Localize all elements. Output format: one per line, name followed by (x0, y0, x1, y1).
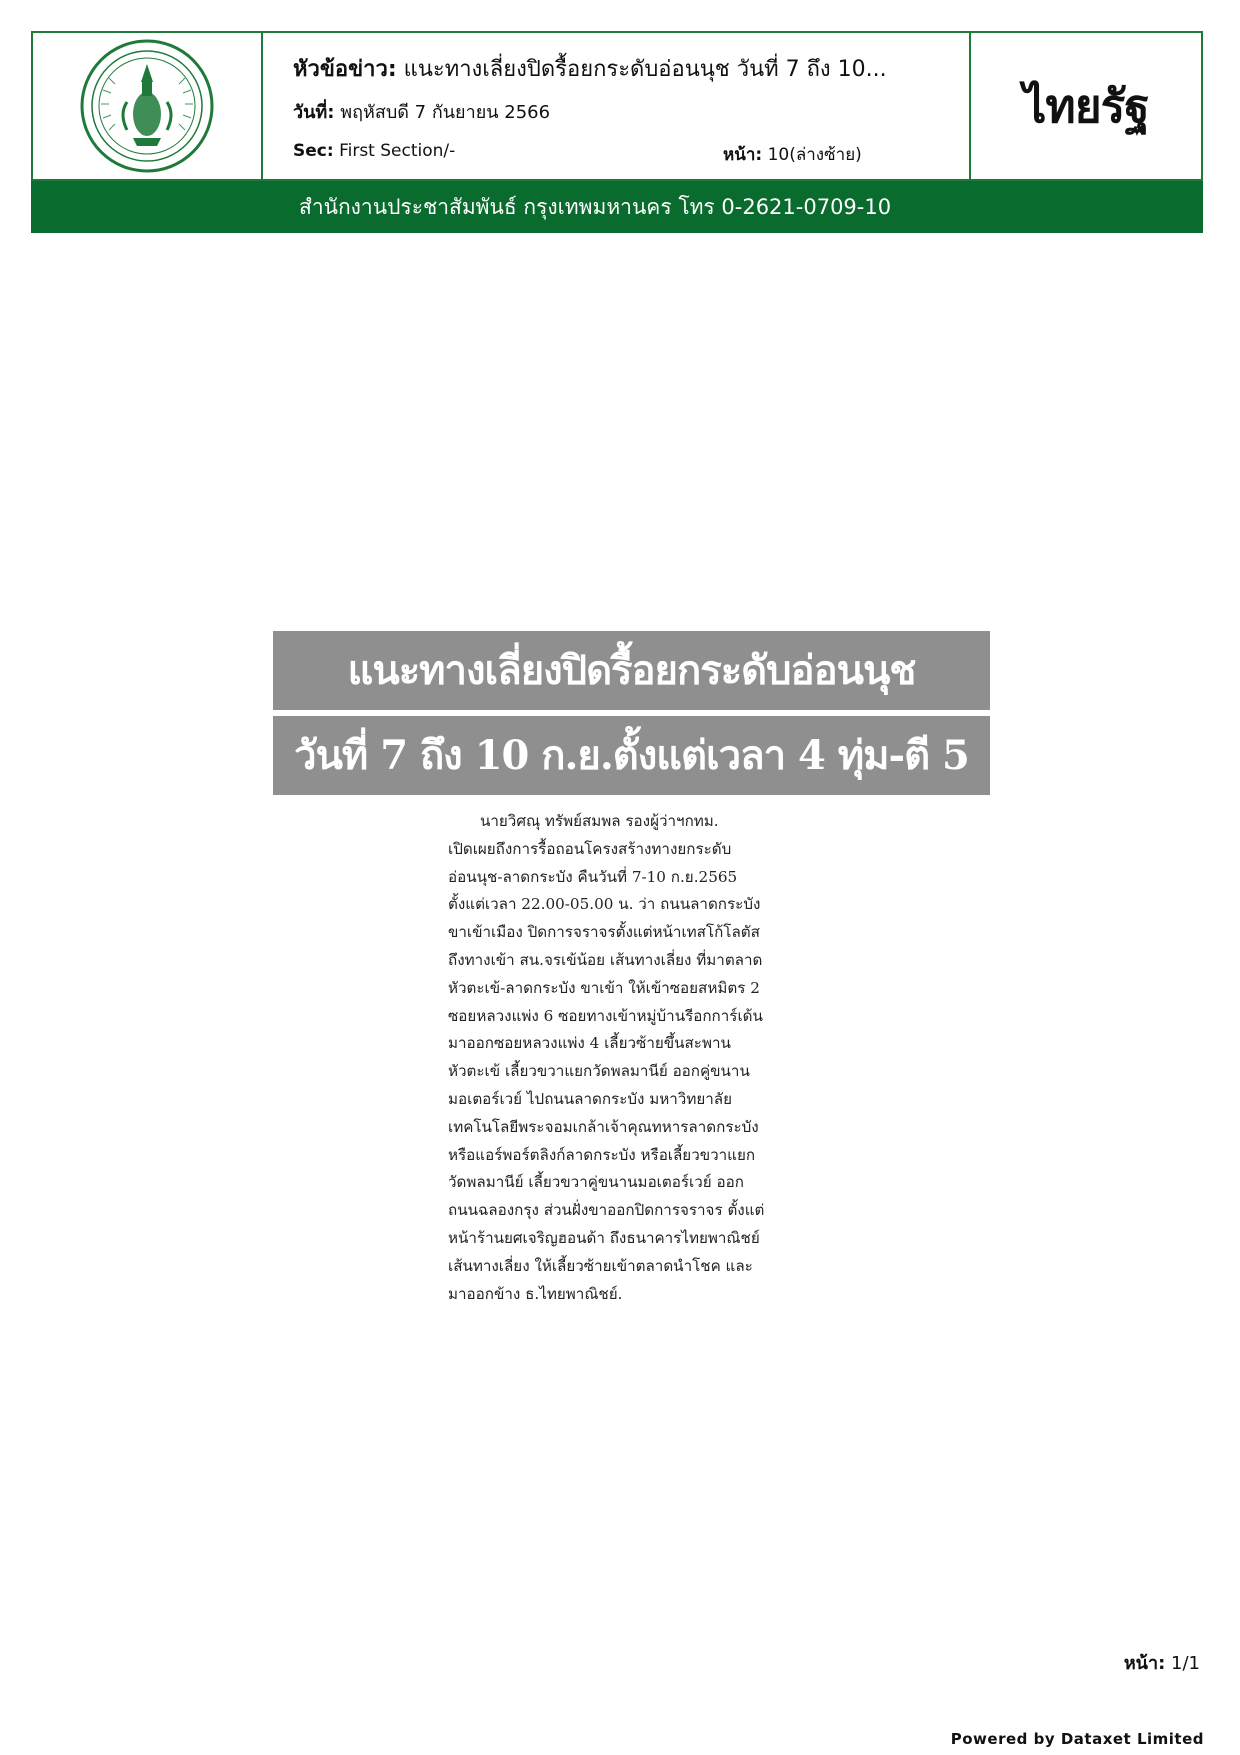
contact-bar: สำนักงานประชาสัมพันธ์ กรุงเทพมหานคร โทร 0-2621-0709-10 (31, 181, 1203, 233)
body-line: หน้าร้านยศเจริญฮอนด้า ถึงธนาคารไทยพาณิชย์ (448, 1228, 760, 1247)
body-line: ขาเข้าเมือง ปิดการจราจรตั้งแต่หน้าเทสโก้โลตัส (448, 923, 760, 942)
body-line: วัดพลมานีย์ เลี้ยวขวาคู่ขนานมอเตอร์เวย์ ออก (448, 1173, 744, 1192)
page-counter (1124, 1648, 1200, 1677)
page-value: 10(ล่างซ้าย) (767, 145, 862, 165)
body-line: หัวตะเข้ เลี้ยวขวาแยกวัดพลมานีย์ ออกคู่ขนาน (448, 1062, 750, 1081)
body-line: หัวตะเข้-ลาดกระบัง ขาเข้า ให้เข้าซอยสหมิตร 2 (448, 978, 760, 997)
publication-cell (971, 33, 1201, 179)
body-line: หรือแอร์พอร์ตลิงก์ลาดกระบัง หรือเลี้ยวขวาแยก (448, 1145, 756, 1164)
publication-logo: ไทยรัฐ (1023, 78, 1149, 133)
powered-by: Powered by Dataxet Limited (950, 1730, 1204, 1748)
page-label: หน้า: (723, 145, 763, 165)
body-line: อ่อนนุช-ลาดกระบัง คืนวันที่ 7-10 ก.ย.2565 (448, 867, 738, 886)
body-line: เทคโนโลยีพระจอมเกล้าเจ้าคุณทหารลาดกระบัง (448, 1117, 759, 1136)
article-headline-line2: วันที่ 7 ถึง 10 ก.ย.ตั้งแต่เวลา 4 ทุ่ม-ตี 5 (273, 716, 990, 795)
clipping-info (263, 33, 971, 179)
headline-value: แนะทางเลี่ยงปิดรื้อยกระดับอ่อนนุช วันที่ 7 ถึง 10... (403, 57, 887, 82)
section-value: First Section/- (339, 141, 456, 161)
date-value: พฤหัสบดี 7 กันยายน 2566 (340, 102, 551, 123)
bangkok-seal-icon (79, 38, 215, 174)
date-label: วันที่: (293, 102, 335, 123)
clipping-header (31, 31, 1203, 181)
headline-label: หัวข้อข่าว: (293, 57, 397, 82)
page-row (723, 141, 862, 168)
article-body (448, 808, 805, 1308)
body-line: มาออกข้าง ธ.ไทยพาณิชย์. (448, 1284, 623, 1303)
body-line: ตั้งแต่เวลา 22.00-05.00 น. ว่า ถนนลาดกระบัง (448, 895, 761, 914)
page-counter-value: 1/1 (1171, 1653, 1200, 1674)
section-label: Sec: (293, 141, 334, 161)
body-line: มาออกซอยหลวงแพ่ง 4 เลี้ยวซ้ายขึ้นสะพาน (448, 1034, 731, 1053)
body-line: นายวิศณุ ทรัพย์สมพล รองผู้ว่าฯกทม. (480, 812, 719, 830)
body-line: ถึงทางเข้า สน.จรเข้น้อย เส้นทางเลี่ยง ที่มาตลาด (448, 950, 763, 969)
article-headline-line1: แนะทางเลี่ยงปิดรื้อยกระดับอ่อนนุช (273, 631, 990, 710)
headline-row (293, 51, 887, 86)
body-line: มอเตอร์เวย์ ไปถนนลาดกระบัง มหาวิทยาลัย (448, 1089, 732, 1108)
body-line: เส้นทางเลี่ยง ให้เลี้ยวซ้ายเข้าตลาดนำโชค และ (448, 1256, 753, 1275)
emblem-cell (33, 33, 263, 179)
page-counter-label: หน้า: (1123, 1653, 1166, 1674)
body-line: ซอยหลวงแพ่ง 6 ซอยทางเข้าหมู่บ้านรีอกการ์เด้น (448, 1006, 763, 1025)
body-line: เปิดเผยถึงการรื้อถอนโครงสร้างทางยกระดับ (448, 839, 732, 858)
body-line: ถนนฉลองกรุง ส่วนฝั่งขาออกปิดการจราจร ตั้งแต่ (448, 1201, 765, 1220)
date-row (293, 97, 550, 126)
section-row (293, 141, 455, 161)
